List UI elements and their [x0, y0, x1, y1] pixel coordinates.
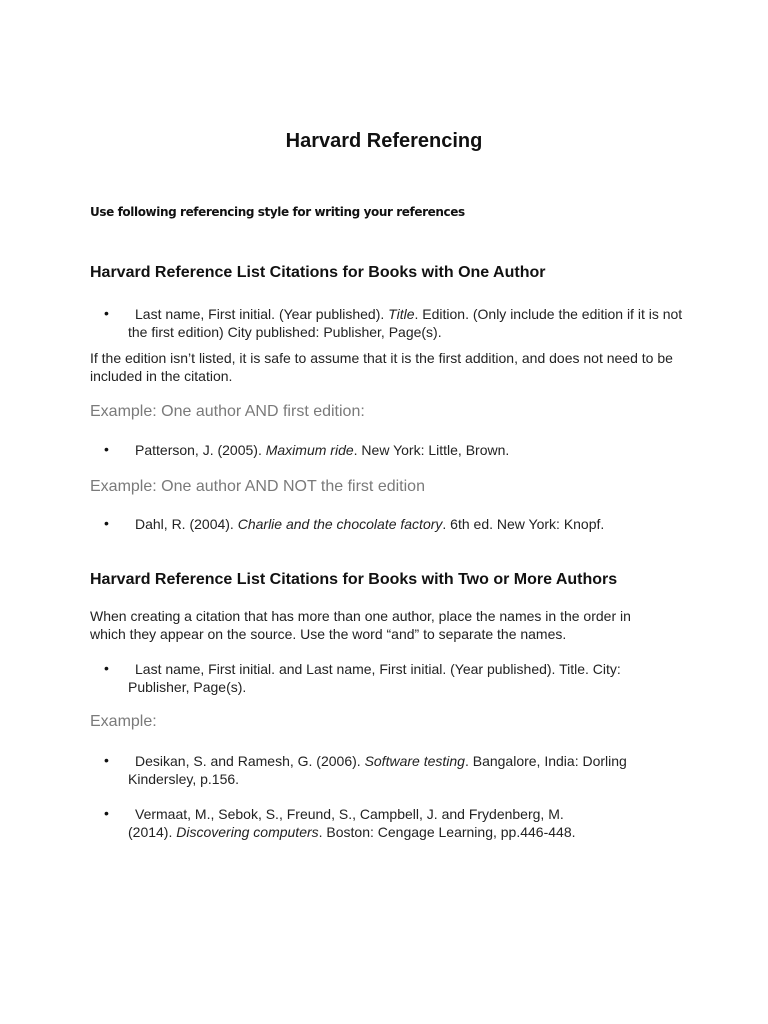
page-title: Harvard Referencing: [285, 130, 483, 152]
edition-note: If the edition isn’t listed, it is safe to assume that it is the first addition, and does not need to be included in the citation.: [90, 350, 673, 384]
example-vermaat: Vermaat, M., Sebok, S., Freund, S., Campbell, J. and Frydenberg, M. (2014). Discovering computers. Boston: Cengage Learning, pp.446-448.: [128, 806, 576, 840]
example-patterson: Patterson, J. (2005). Maximum ride. New York: Little, Brown.: [135, 442, 510, 458]
section1-heading: Harvard Reference List Citations for Books with One Author: [90, 264, 546, 281]
intro-text: Use following referencing style for writing your references: [90, 205, 465, 219]
bullet: •: [104, 660, 109, 676]
bullet: •: [104, 305, 109, 321]
bullet: •: [104, 441, 109, 457]
bullet: •: [104, 805, 109, 821]
example-dahl: Dahl, R. (2004). Charlie and the chocolate factory. 6th ed. New York: Knopf.: [135, 516, 605, 532]
example-one-author-first-edition-label: Example: One author AND first edition:: [90, 403, 365, 420]
bullet: •: [104, 515, 109, 531]
example-desikan: Desikan, S. and Ramesh, G. (2006). Software testing. Bangalore, India: Dorling Kindersley, p.156.: [128, 753, 627, 787]
format-multiple-authors: Last name, First initial. and Last name, First initial. (Year published). Title. City: Publisher, Page(s).: [128, 661, 621, 695]
example-label: Example:: [90, 713, 157, 730]
section2-heading: Harvard Reference List Citations for Books with Two or More Authors: [90, 571, 618, 588]
multiple-authors-note: When creating a citation that has more than one author, place the names in the order in which they appear on the source. Use the word “and” to separate the names.: [90, 608, 631, 642]
example-one-author-not-first-edition-label: Example: One author AND NOT the first edition: [90, 478, 425, 495]
format-one-author: Last name, First initial. (Year published). Title. Edition. (Only include the edition if it is not the first edition) City published: Publisher, Page(s).: [128, 306, 683, 340]
bullet: •: [104, 752, 109, 768]
